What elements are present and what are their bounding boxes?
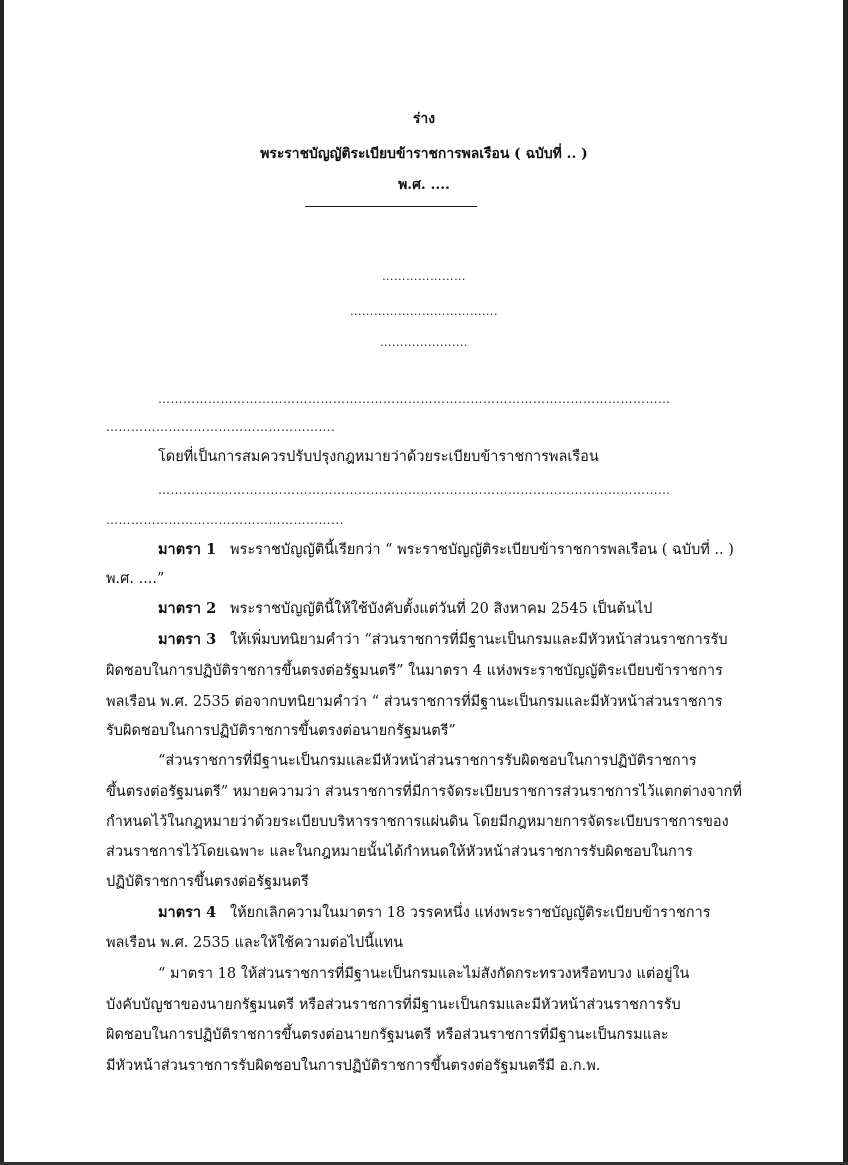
section-18-line-3: ผิดชอบในการปฏิบัติราชการขึ้นตรงต่อนายกรัฐมนตรี หรือส่วนราชการที่มีฐานะเป็นกรมและ xyxy=(106,1027,669,1043)
preamble-dots-2: ………………………………. xyxy=(349,304,499,318)
section-1-text: พระราชบัญญัตินี้เรียกว่า “ พระราชบัญญัติระเบียบข้าราชการพลเรือน ( ฉบับที่ .. ) xyxy=(230,542,734,558)
section-4-label: มาตรา 4 xyxy=(158,904,217,921)
section-18-line-2: บังคับบัญชาของนายกรัฐมนตรี หรือส่วนราชการที่มีฐานะเป็นกรมและมีหัวหน้าส่วนราชการรับ xyxy=(106,997,681,1013)
scan-border-right xyxy=(843,0,848,1165)
recital-reason: โดยที่เป็นการสมควรปรับปรุงกฎหมายว่าด้วยระเบียบข้าราชการพลเรือน xyxy=(158,449,599,465)
draft-label: ร่าง xyxy=(412,111,436,127)
section-3-line-3: พลเรือน พ.ศ. 2535 ต่อจากบทนิยามคำว่า “ ส่วนราชการที่มีฐานะเป็นกรมและมีหัวหน้าส่วนราชการ xyxy=(106,694,723,710)
section-1-label: มาตรา 1 xyxy=(158,541,217,558)
definition-line-3: กำหนดไว้ในกฎหมายว่าด้วยระเบียบบริหารราชการแผ่นดิน โดยมีกฎหมายการจัดระเบียบราชการของ xyxy=(106,814,729,830)
section-2-text: พระราชบัญญัตินี้ให้ใช้บังคับตั้งแต่วันที่ 20 สิงหาคม 2545 เป็นต้นไป xyxy=(230,601,653,617)
section-4-line-1: ให้ยกเลิกความในมาตรา 18 วรรคหนึ่ง แห่งพระราชบัญญัติระเบียบข้าราชการ xyxy=(230,905,711,921)
definition-line-4: ส่วนราชการไว้โดยเฉพาะ และในกฎหมายนั้นได้กำหนดให้หัวหน้าส่วนราชการรับผิดชอบในการ xyxy=(106,844,693,860)
section-3-line-1: ให้เพิ่มบทนิยามคำว่า “ส่วนราชการที่มีฐานะเป็นกรมและมีหัวหน้าส่วนราชการรับ xyxy=(230,632,728,648)
section-1-continued: พ.ศ. ....” xyxy=(106,571,165,587)
title-underline xyxy=(305,206,477,207)
preamble-dots-1: ………………… xyxy=(382,269,466,283)
definition-line-1: “ส่วนราชการที่มีฐานะเป็นกรมและมีหัวหน้าส่วนราชการรับผิดชอบในการปฏิบัติราชการ xyxy=(158,753,697,769)
section-18-line-4: มีหัวหน้าส่วนราชการรับผิดชอบในการปฏิบัติราชการขึ้นตรงต่อรัฐมนตรีมี อ.ก.พ. xyxy=(106,1058,601,1074)
act-title: พระราชบัญญัติระเบียบข้าราชการพลเรือน ( ฉบับที่ .. ) xyxy=(260,146,588,162)
section-3-label: มาตรา 3 xyxy=(158,631,217,648)
recital-dots-3: …………………………………………………………………………………………………………… xyxy=(158,483,671,497)
section-1 xyxy=(158,541,734,559)
section-4 xyxy=(158,904,711,922)
section-3 xyxy=(158,631,728,649)
recital-dots-1: …………………………………………………………………………………………………………… xyxy=(158,392,671,406)
section-3-line-2: ผิดชอบในการปฏิบัติราชการขึ้นตรงต่อรัฐมนตรี” ในมาตรา 4 แห่งพระราชบัญญัติระเบียบข้าราชการ xyxy=(106,663,723,679)
section-2 xyxy=(158,600,652,618)
section-2-label: มาตรา 2 xyxy=(158,600,217,617)
recital-dots-4: ………………………………………………... xyxy=(106,513,344,527)
section-18-line-1: “ มาตรา 18 ให้ส่วนราชการที่มีฐานะเป็นกรมและไม่สังกัดกระทรวงหรือทบวง แต่อยู่ใน xyxy=(158,966,690,982)
section-3-line-4: รับผิดชอบในการปฏิบัติราชการขึ้นตรงต่อนายกรัฐมนตรี” xyxy=(106,723,456,739)
definition-line-5: ปฏิบัติราชการขึ้นตรงต่อรัฐมนตรี xyxy=(106,874,309,890)
preamble-dots-3: …………………. xyxy=(379,335,469,349)
scan-border-left xyxy=(0,0,4,1165)
year-line: พ.ศ. .... xyxy=(398,177,450,193)
definition-line-2: ขึ้นตรงต่อรัฐมนตรี” หมายความว่า ส่วนราชการที่มีการจัดระเบียบราชการส่วนราชการไว้แตกต่างจากที่ xyxy=(106,784,742,800)
recital-dots-2: ………………………………………………. xyxy=(106,420,336,434)
section-4-line-2: พลเรือน พ.ศ. 2535 และให้ใช้ความต่อไปนี้แทน xyxy=(106,935,403,951)
